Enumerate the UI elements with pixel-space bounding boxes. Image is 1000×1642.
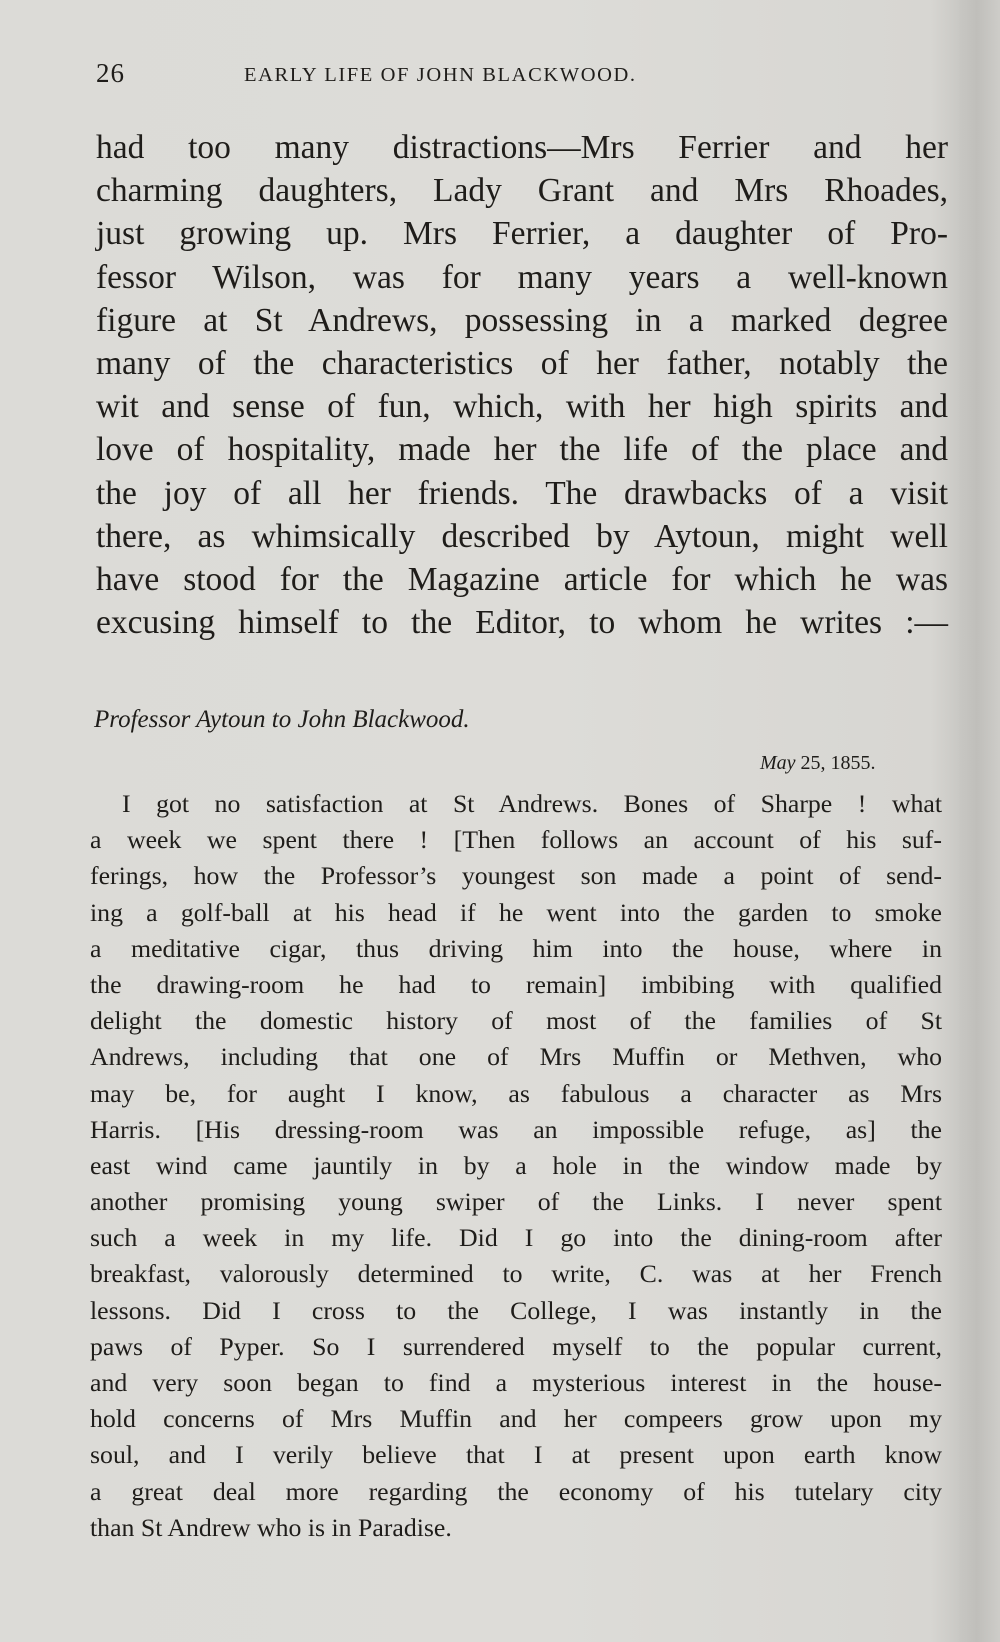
letter-body (90, 786, 942, 1546)
letter-line: lessons. Did I cross to the College, I was instantly in the (90, 1295, 942, 1325)
gutter-shadow (958, 0, 1000, 1642)
body-line: the joy of all her friends. The drawbacks of a visit (96, 474, 948, 512)
running-head: EARLY LIFE OF JOHN BLACKWOOD. (244, 64, 637, 86)
body-line: wit and sense of fun, which, with her high spirits and (96, 388, 948, 426)
body-line: have stood for the Magazine article for which he was (96, 560, 948, 598)
body-line: fessor Wilson, was for many years a well-known (96, 258, 948, 296)
letter-heading: Professor Aytoun to John Blackwood. (94, 706, 470, 733)
body-line: figure at St Andrews, possessing in a marked degree (96, 301, 948, 339)
letter-line: east wind came jauntily in by a hole in the window made by (90, 1150, 942, 1180)
letter-line: hold concerns of Mrs Muffin and her compeers grow upon my (90, 1404, 942, 1434)
letter-line: Andrews, including that one of Mrs Muffin or Methven, who (90, 1042, 942, 1072)
body-line: charming daughters, Lady Grant and Mrs Rhoades, (96, 172, 948, 210)
body-line: excusing himself to the Editor, to whom he writes :— (96, 604, 948, 642)
body-paragraph (96, 126, 948, 644)
letter-line: a great deal more regarding the economy of his tutelary city (90, 1476, 942, 1506)
letter-line: and very soon began to find a mysterious interest in the house- (90, 1368, 942, 1397)
letter-line: may be, for aught I know, as fabulous a character as Mrs (90, 1078, 942, 1108)
body-line: had too many distractions—Mrs Ferrier and her (96, 129, 948, 166)
letter-line: soul, and I verily believe that I at present upon earth know (90, 1440, 942, 1470)
page-header (96, 58, 916, 98)
letter-line: I got no satisfaction at St Andrews. Bones of Sharpe ! what (122, 789, 942, 818)
letter-line: another promising young swiper of the Links. I never spent (90, 1187, 942, 1217)
letter-line: ing a golf-ball at his head if he went into the garden to smoke (90, 897, 942, 927)
letter-date-month: May (760, 752, 796, 774)
letter-date (760, 752, 876, 775)
body-line: just growing up. Mrs Ferrier, a daughter of Pro- (96, 215, 948, 253)
letter-line: delight the domestic history of most of the families of St (90, 1006, 942, 1036)
letter-line: Harris. [His dressing-room was an impossible refuge, as] the (90, 1114, 942, 1144)
body-line: many of the characteristics of her father, notably the (96, 344, 948, 382)
body-line: there, as whimsically described by Aytoun, might well (96, 517, 948, 555)
letter-line: breakfast, valorously determined to write, C. was at her French (90, 1259, 942, 1289)
body-line: love of hospitality, made her the life of the place and (96, 431, 948, 469)
letter-line: a meditative cigar, thus driving him into the house, where in (90, 933, 942, 963)
letter-line: a week we spent there ! [Then follows an account of his suf- (90, 825, 942, 855)
letter-line: paws of Pyper. So I surrendered myself to the popular current, (90, 1331, 942, 1361)
letter-line: such a week in my life. Did I go into the dining-room after (90, 1223, 942, 1253)
letter-date-rest: 25, 1855. (800, 752, 876, 774)
letter-line: the drawing-room he had to remain] imbibing with qualified (90, 969, 942, 999)
letter-line: ferings, how the Professor’s youngest son made a point of send- (90, 861, 942, 891)
page-number: 26 (96, 58, 125, 88)
letter-line: than St Andrew who is in Paradise. (90, 1512, 452, 1542)
